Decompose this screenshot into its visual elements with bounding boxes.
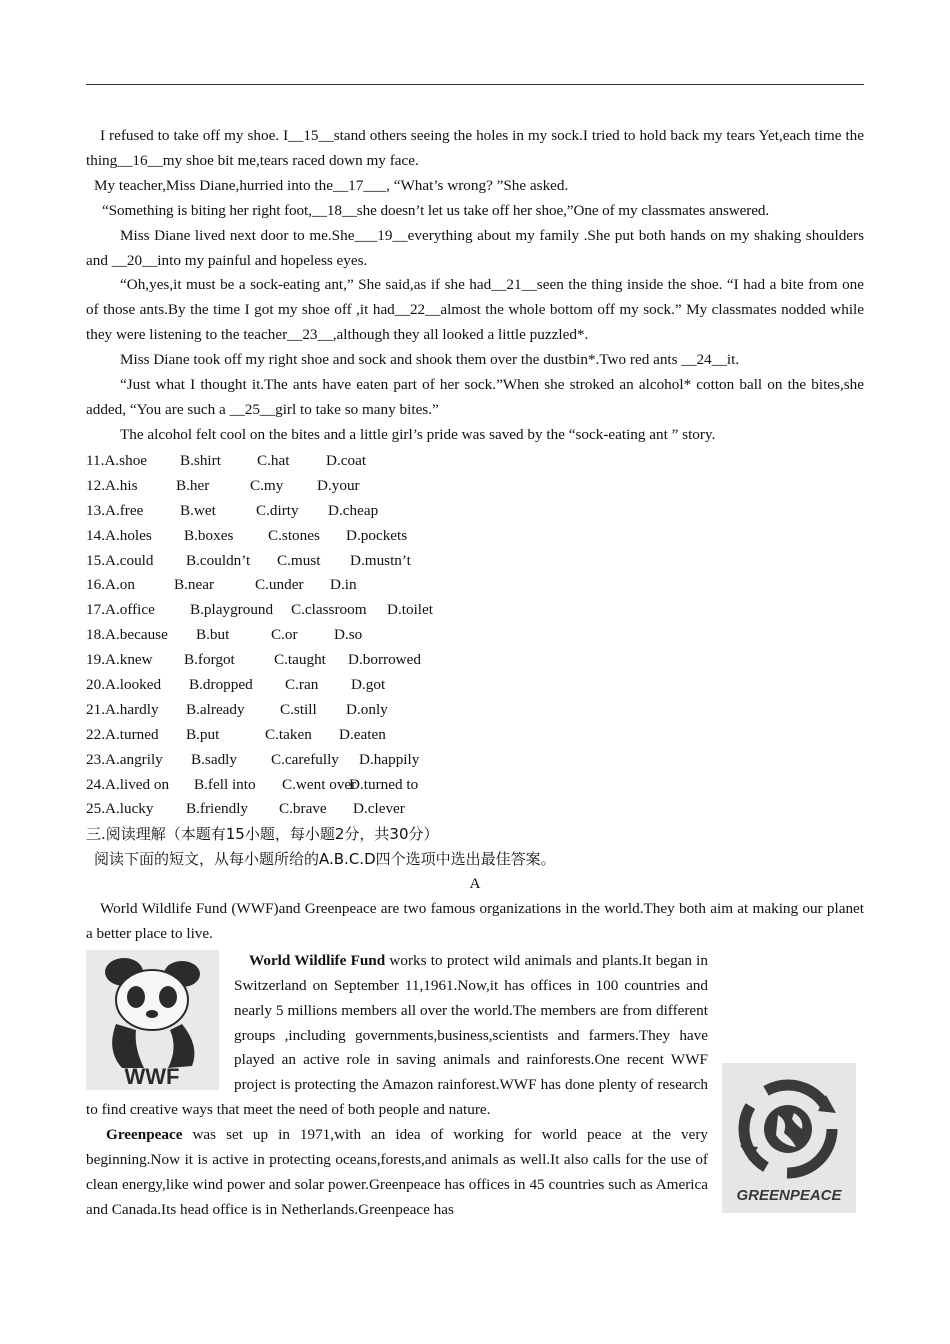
option-item: 18.A.because <box>86 626 168 644</box>
passage-intro: World Wildlife Fund (WWF)and Greenpeace are two famous organizations in the world.They both aim at making our planet a better place to live. <box>86 900 864 942</box>
cloze-paragraph: “Oh,yes,it must be a sock-eating ant,” She said,as if she had__21__seen the thing inside the shoe. “I had a bite from one of those ants.By the time I got my shoe off ,it had__22__almost the whole bottom off my sock.” My classmates nodded while they were listening to the teacher__23__,although they all looked a little puzzled*. <box>86 276 864 344</box>
option-item: 20.A.looked <box>86 676 162 694</box>
option-row <box>86 623 864 648</box>
cloze-passage <box>86 124 864 448</box>
option-item: B.but <box>196 626 230 644</box>
option-item: 13.A.free <box>86 501 144 519</box>
option-item: D.in <box>330 576 357 594</box>
option-item: D.only <box>346 700 388 718</box>
option-item: D.toilet <box>387 601 433 619</box>
option-item: 21.A.hardly <box>86 700 159 718</box>
wwf-logo-text: WWF <box>124 1063 180 1089</box>
option-item: D.borrowed <box>348 651 421 669</box>
option-item: D.happily <box>359 750 420 768</box>
option-row <box>86 499 864 524</box>
option-row <box>86 648 864 673</box>
option-row <box>86 673 864 698</box>
option-item: D.cheap <box>328 501 379 519</box>
option-item: D.got <box>351 676 386 694</box>
option-item: C.went over <box>282 775 357 793</box>
option-item: 16.A.on <box>86 576 135 594</box>
wwf-logo <box>86 950 219 1090</box>
option-item: B.put <box>186 725 220 743</box>
section-heading: 三.阅读理解（本题有15小题，每小题2分，共30分） <box>86 825 439 843</box>
option-item: C.or <box>271 626 298 644</box>
option-row <box>86 773 864 798</box>
greenpeace-text: was set up in 1971,with an idea of working for world peace at the very beginning.Now it is active in protecting oceans,forests,and animals as well.It also calls for the use of clean energy,like wind power and solar power.Greenpeace has offices in 45 countries such as America and Canada.Its head office is in Netherlands.Greenpeace has <box>86 1126 708 1218</box>
option-item: D.eaten <box>339 725 386 743</box>
option-item: B.sadly <box>191 750 237 768</box>
option-item: C.stones <box>268 526 320 544</box>
option-item: C.under <box>255 576 304 594</box>
option-item: C.still <box>280 700 317 718</box>
option-row <box>86 573 864 598</box>
greenpeace-logo <box>722 1063 856 1213</box>
option-row <box>86 449 864 474</box>
greenpeace-name: Greenpeace <box>106 1126 183 1144</box>
option-item: 25.A.lucky <box>86 800 154 818</box>
option-item: 12.A.his <box>86 476 138 494</box>
cloze-paragraph: “Something is biting her right foot,__18__she doesn’t let us take off her shoe,”One of my classmates answered. <box>102 201 770 219</box>
option-item: D.coat <box>326 452 367 469</box>
option-item: 14.A.holes <box>86 526 152 544</box>
option-row <box>86 698 864 723</box>
option-item: D.mustn’t <box>350 551 411 569</box>
greenpeace-paragraph <box>86 1123 708 1223</box>
wwf-name: World Wildlife Fund <box>249 951 386 969</box>
option-item: C.dirty <box>256 501 299 519</box>
option-item: B.near <box>174 576 215 594</box>
option-item: B.shirt <box>180 452 221 469</box>
option-item: C.brave <box>279 800 327 818</box>
option-item: B.dropped <box>189 676 253 694</box>
cloze-paragraph: The alcohol felt cool on the bites and a little girl’s pride was saved by the “sock-eating ant ” story. <box>120 425 716 443</box>
option-item: 19.A.knew <box>86 651 153 669</box>
wwf-text: works to protect wild animals and plants.It began in Switzerland on September 11,1961.Now,it has offices in 100 countries and nearly 5 millions members all over the world.The members are from different groups ,including governments,business,scientists and farmers.They have played an active role in saving animals and rainforests.One recent WWF project is protecting the Amazon rainforest.WWF has done plenty of research to find creative ways that meet the need of both people and nature. <box>86 951 708 1119</box>
option-item: B.wet <box>180 501 216 519</box>
option-item: B.friendly <box>186 800 249 818</box>
option-item: B.couldn’t <box>186 551 251 569</box>
cloze-paragraph: “Just what I thought it.The ants have eaten part of her sock.”When she stroked an alcohol* cotton ball on the bites,she added, “You are such a __25__girl to take so many bites.” <box>86 376 864 418</box>
option-item: B.playground <box>190 601 274 619</box>
option-item: 24.A.lived on <box>86 775 170 793</box>
option-item: B.boxes <box>184 526 234 544</box>
option-item: C.must <box>277 551 321 569</box>
option-row <box>86 598 864 623</box>
option-row <box>86 549 864 574</box>
option-list <box>86 449 864 822</box>
option-item: C.hat <box>257 452 290 469</box>
option-item: 23.A.angrily <box>86 750 163 768</box>
option-row <box>86 797 864 822</box>
option-item: B.fell into <box>194 775 256 793</box>
cloze-paragraph: Miss Diane lived next door to me.She___19__everything about my family .She put both hands on my shaking shoulders and __20__into my painful and hopeless eyes. <box>86 226 864 269</box>
option-item: D.clever <box>353 800 405 818</box>
option-item: D.so <box>334 626 363 644</box>
option-item: 22.A.turned <box>86 725 159 743</box>
option-item: C.ran <box>285 676 319 694</box>
reading-passage <box>86 897 864 1223</box>
cloze-paragraph: Miss Diane took off my right shoe and sock and shook them over the dustbin*.Two red ants __24__it. <box>120 351 740 369</box>
option-item: B.forgot <box>184 651 235 669</box>
option-item: 15.A.could <box>86 551 154 569</box>
option-row <box>86 524 864 549</box>
option-item: C.classroom <box>291 601 367 619</box>
option-item: D.turned to <box>349 775 419 793</box>
option-item: D.your <box>317 476 360 494</box>
passage-letter: A <box>469 875 481 892</box>
option-row <box>86 748 864 773</box>
section-header <box>86 822 864 872</box>
option-item: C.taught <box>274 651 326 669</box>
option-item: C.my <box>250 476 284 494</box>
section-instruction: 阅读下面的短文，从每小题所给的A.B.C.D四个选项中选出最佳答案。 <box>94 849 556 868</box>
option-item: D.pockets <box>346 526 408 544</box>
greenpeace-logo-text: GREENPEACE <box>736 1187 842 1204</box>
option-item: B.her <box>176 476 210 494</box>
option-row <box>86 723 864 748</box>
option-item: C.taken <box>265 725 312 743</box>
cloze-paragraph: I refused to take off my shoe. I__15__stand others seeing the holes in my sock.I tried to hold back my tears Yet,each time the thing__16__my shoe bit me,tears raced down my face. <box>86 127 864 169</box>
option-item: 17.A.office <box>86 601 155 619</box>
option-item: B.already <box>186 700 245 718</box>
option-row <box>86 474 864 499</box>
cloze-paragraph: My teacher,Miss Diane,hurried into the__17___, “What’s wrong? ”She asked. <box>94 176 569 194</box>
option-item: C.carefully <box>271 750 339 768</box>
header-rule <box>86 84 864 85</box>
option-item: 11.A.shoe <box>86 452 148 469</box>
